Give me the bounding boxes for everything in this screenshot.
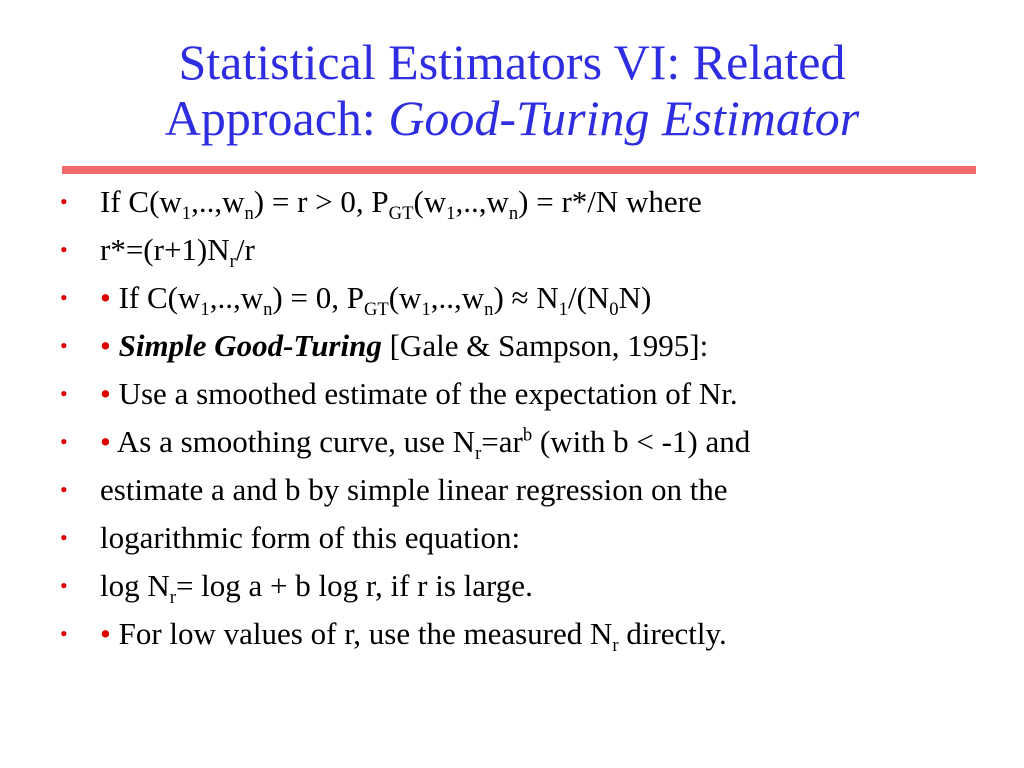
inner-bullet-glyph: • xyxy=(100,376,111,411)
title-line-2-text: Approach: xyxy=(164,90,389,146)
bullet-item: • • For low values of r, use the measured $N_r$ directly. xyxy=(60,610,1000,658)
inner-bullet-glyph: • xyxy=(100,616,111,651)
title-line-1: Statistical Estimators VI: Related xyxy=(178,34,846,90)
bullet-item: • • Simple Good-Turing [Gale & Sampson, 1995]: xyxy=(60,322,1000,370)
bullet-glyph: • xyxy=(60,381,68,406)
inner-bullet-glyph: • xyxy=(100,424,111,459)
bullet-item: • • As a smoothing curve, use $N_r=ar^b$ (with b < -1) and xyxy=(60,418,1000,466)
bullet-item: • logarithmic form of this equation: xyxy=(60,514,1000,562)
title-divider xyxy=(62,166,976,174)
bullet-glyph: • xyxy=(60,237,68,262)
bullet-glyph: • xyxy=(60,285,68,310)
inner-bullet-glyph: • xyxy=(100,280,111,315)
inner-bullet-glyph: • xyxy=(100,328,111,363)
bullet-list xyxy=(60,178,1000,658)
bullet-glyph: • xyxy=(60,429,68,454)
bullet-glyph: • xyxy=(60,477,68,502)
emphasis-text: Simple Good-Turing xyxy=(118,328,382,363)
bullet-item: • If $C(w_1,..,w_n) = r > 0$, $P_{GT}(w_1,..,w_n) = r*/N$ where xyxy=(60,178,1000,226)
bullet-glyph: • xyxy=(60,573,68,598)
bullet-item: • • If $C(w_1,..,w_n) = 0$, $P_{GT}(w_1,..,w_n) \approx N_1/(N_0N)$ xyxy=(60,274,1000,322)
title-line-2 xyxy=(0,90,1024,146)
bullet-glyph: • xyxy=(60,189,68,214)
bullet-glyph: • xyxy=(60,333,68,358)
bullet-item: • • Use a smoothed estimate of the expectation of Nr. xyxy=(60,370,1000,418)
slide-title xyxy=(0,34,1024,146)
bullet-item: • $\log N_r= \log a + b$ log r, if r is large. xyxy=(60,562,1000,610)
bullet-item: • estimate a and b by simple linear regression on the xyxy=(60,466,1000,514)
bullet-item: • $r*=(r+1)N_r/r$ xyxy=(60,226,1000,274)
bullet-glyph: • xyxy=(60,621,68,646)
bullet-glyph: • xyxy=(60,525,68,550)
title-line-2-italic: Good-Turing Estimator xyxy=(388,90,860,146)
